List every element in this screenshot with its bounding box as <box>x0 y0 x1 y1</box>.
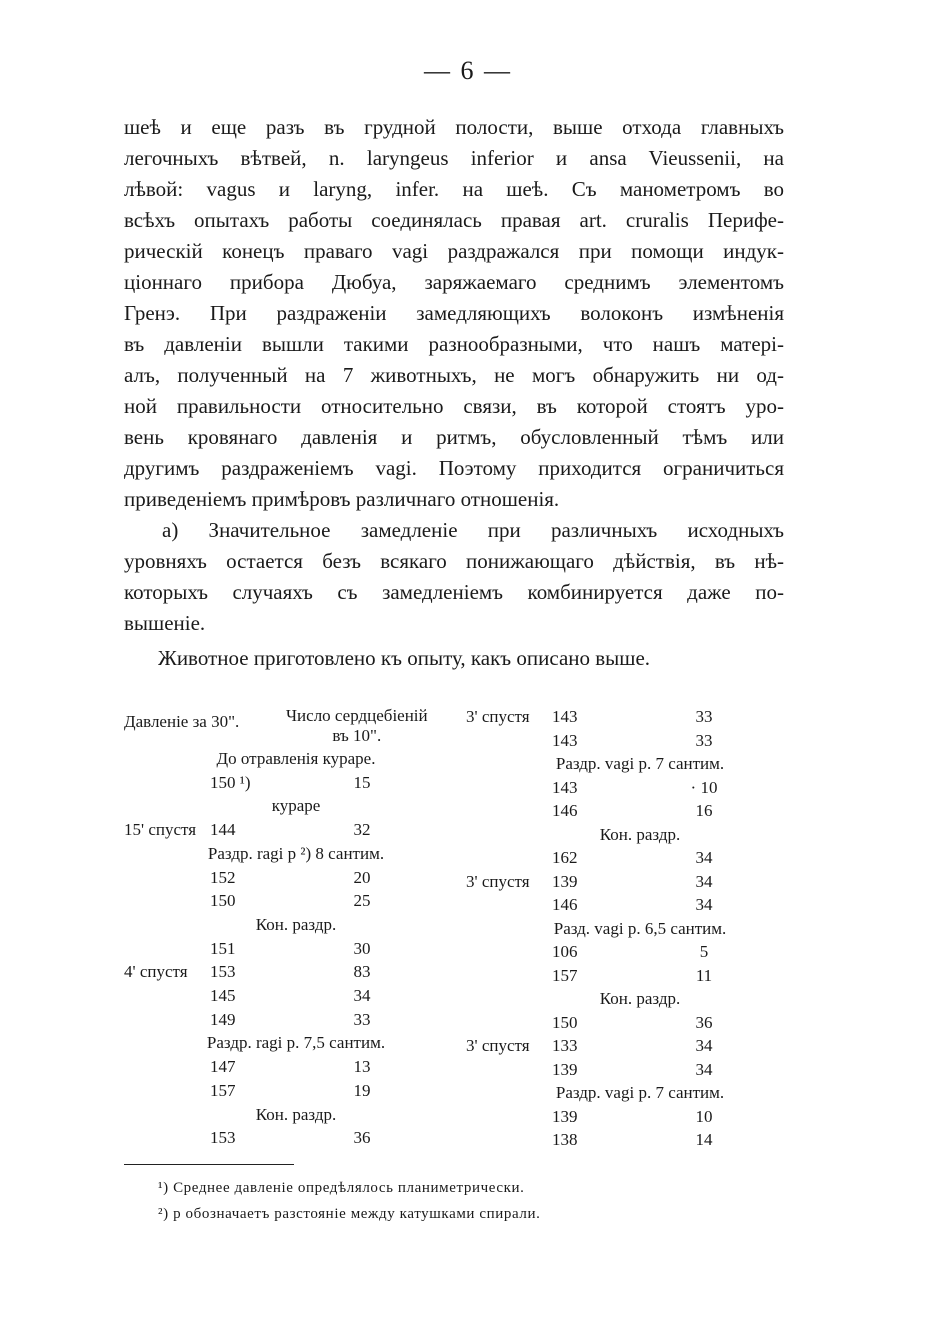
text-line: вышеніе. <box>124 611 206 635</box>
text-line: въ давленіи вышли такими разнообразными, что нашъ матері- <box>124 332 784 356</box>
table-time-note: 3' спустя <box>466 1036 530 1055</box>
table-pulse-cell: 34 <box>695 1059 713 1079</box>
text-line: Гренэ. При раздраженіи замедляющихъ волоконъ измѣненія <box>124 301 784 325</box>
table-pulse-cell: 10 <box>695 1106 713 1126</box>
pulse-header <box>286 706 428 746</box>
table-label-row: Раздр. ragi р ²) 8 сантим. <box>207 843 385 863</box>
pressure-header: Давленіе за 30". <box>124 712 240 731</box>
table-pressure-cell: 153 <box>210 1128 236 1148</box>
text-line: лѣвой: vagus и laryng, infer. на шеѣ. Съ манометромъ во <box>124 177 784 201</box>
table-label-row: Кон. раздр. <box>599 989 681 1008</box>
table-pulse-cell: 25 <box>353 891 371 911</box>
table-pressure-cell: 152 <box>210 867 236 887</box>
table-label-row: Кон. раздр. <box>255 1104 337 1124</box>
table-pressure-cell: 153 <box>210 962 236 982</box>
table-pulse-cell: 13 <box>353 1057 371 1077</box>
table-label-row: Разд. vagi р. 6,5 сантим. <box>553 918 727 938</box>
footnote-2-text: р обозначаетъ разстояніе между катушками спирали. <box>173 1206 541 1222</box>
table-label-row: Кон. раздр. <box>255 914 337 934</box>
text-line: ціоннаго прибора Дюбуа, заряжаемаго среднимъ элементомъ <box>124 270 784 294</box>
text-line: приведеніемъ примѣровъ различнаго отношенія. <box>124 487 560 511</box>
text-line: которыхъ случаяхъ съ замедленіемъ комбинируется даже по- <box>124 580 784 604</box>
table-pulse-cell: 33 <box>353 1009 371 1029</box>
table-pressure-cell: 157 <box>552 965 578 985</box>
table-pressure-cell: 162 <box>552 848 578 867</box>
table-pressure-cell: 143 <box>552 730 578 750</box>
table-label-row: Раздр. vagi р. 7 сантим. <box>555 1083 725 1102</box>
table-pressure-cell: 145 <box>210 986 236 1005</box>
table-pulse-cell: 33 <box>695 730 713 750</box>
footnote-2-mark: ²) <box>158 1206 169 1222</box>
footnote-1-text: Среднее давленіе опредѣлялось планиметрически. <box>173 1180 525 1196</box>
text-line: другимъ раздраженіемъ vagi. Поэтому приходится ограничиться <box>124 456 784 480</box>
table-pressure-cell: 139 <box>552 871 578 891</box>
footnote-2 <box>158 1206 540 1223</box>
text-line: алъ, полученный на 7 животныхъ, не могъ обнаружить ни од- <box>124 363 784 387</box>
table-pressure-cell: 133 <box>552 1036 578 1055</box>
page-number: — 6 — <box>424 56 512 85</box>
text-line: легочныхъ вѣтвей, n. laryngeus inferior и ansa Vieussenii, на <box>124 146 784 170</box>
table-pressure-cell: 150 <box>210 891 236 911</box>
table-pressure-cell: 139 <box>552 1106 578 1126</box>
table-pulse-cell: · 10 <box>690 777 718 797</box>
table-label-row: Раздр. vagi р. 7 сантим. <box>555 754 725 773</box>
table-pressure-cell: 143 <box>552 707 578 726</box>
table-pulse-cell: 34 <box>695 871 713 891</box>
table-pulse-cell: 34 <box>695 895 713 914</box>
table-pulse-cell: 30 <box>353 938 371 958</box>
table-pulse-cell: 16 <box>695 801 713 820</box>
table-label-row: кураре <box>271 796 321 816</box>
table-pulse-cell: 83 <box>353 962 371 982</box>
table-pressure-cell: 151 <box>210 938 236 958</box>
intro-line: Животное приготовлено къ опыту, какъ описано выше. <box>158 646 651 670</box>
table-pressure-cell: 138 <box>552 1130 578 1149</box>
table-pulse-cell: 20 <box>353 867 371 887</box>
table-pressure-cell: 144 <box>210 820 236 840</box>
pulse-header-line1: Число сердцебіеній <box>286 706 428 725</box>
table-pressure-cell: 139 <box>552 1059 578 1079</box>
table-pulse-cell: 33 <box>695 707 713 726</box>
footnote-1-mark: ¹) <box>158 1180 169 1196</box>
table-pressure-cell: 147 <box>210 1057 236 1077</box>
table-pressure-cell: 149 <box>210 1009 236 1029</box>
table-time-note: 4' спустя <box>124 962 188 982</box>
text-line: рическій конецъ праваго vagi раздражался при помощи индук- <box>124 239 784 263</box>
table-pulse-cell: 34 <box>695 1036 713 1055</box>
table-label-row: До отравленія кураре. <box>216 749 376 768</box>
text-line: шеѣ и еще разъ въ грудной полости, выше отхода главныхъ <box>124 115 784 139</box>
text-line: уровняхъ остается безъ всякаго понижающаго дѣйствія, въ нѣ- <box>124 549 784 573</box>
text-line: ной правильности относительно связи, въ которой стоятъ уро- <box>124 394 784 418</box>
table-time-note: 15' спустя <box>124 820 197 840</box>
table-pulse-cell: 36 <box>695 1012 713 1032</box>
table-time-note: 3' спустя <box>466 707 530 726</box>
table-pressure-cell: 150 ¹) <box>210 772 251 792</box>
table-pressure-cell: 150 <box>552 1012 578 1032</box>
table-pressure-cell: 143 <box>552 777 578 797</box>
table-pulse-cell: 19 <box>353 1080 371 1100</box>
footnote-rule <box>124 1164 294 1165</box>
table-time-note: 3' спустя <box>466 871 530 891</box>
table-pulse-cell: 32 <box>353 820 371 840</box>
text-line: вень кровянаго давленія и ритмъ, обусловленный тѣмъ или <box>124 425 784 449</box>
table-label-row: Кон. раздр. <box>599 824 681 844</box>
table-pulse-cell: 34 <box>695 848 713 867</box>
text-line: а) Значительное замедленіе при различныхъ исходныхъ <box>162 518 784 542</box>
table-pressure-cell: 106 <box>552 942 578 961</box>
table-pulse-cell: 34 <box>353 986 371 1005</box>
table-pressure-cell: 146 <box>552 895 578 914</box>
table-pressure-cell: 157 <box>210 1080 236 1100</box>
table-pulse-cell: 15 <box>353 772 371 792</box>
footnote-1 <box>158 1180 524 1197</box>
table-label-row: Раздр. ragi р. 7,5 сантим. <box>206 1033 386 1053</box>
pulse-header-line2: въ 10". <box>332 726 382 745</box>
table-pressure-cell: 146 <box>552 801 578 820</box>
table-pulse-cell: 14 <box>695 1130 713 1149</box>
table-pulse-cell: 5 <box>699 942 709 961</box>
table-pulse-cell: 11 <box>695 965 713 985</box>
table-pulse-cell: 36 <box>353 1128 371 1148</box>
text-line: всѣхъ опытахъ работы соединялась правая art. cruralis Перифе- <box>124 208 784 232</box>
